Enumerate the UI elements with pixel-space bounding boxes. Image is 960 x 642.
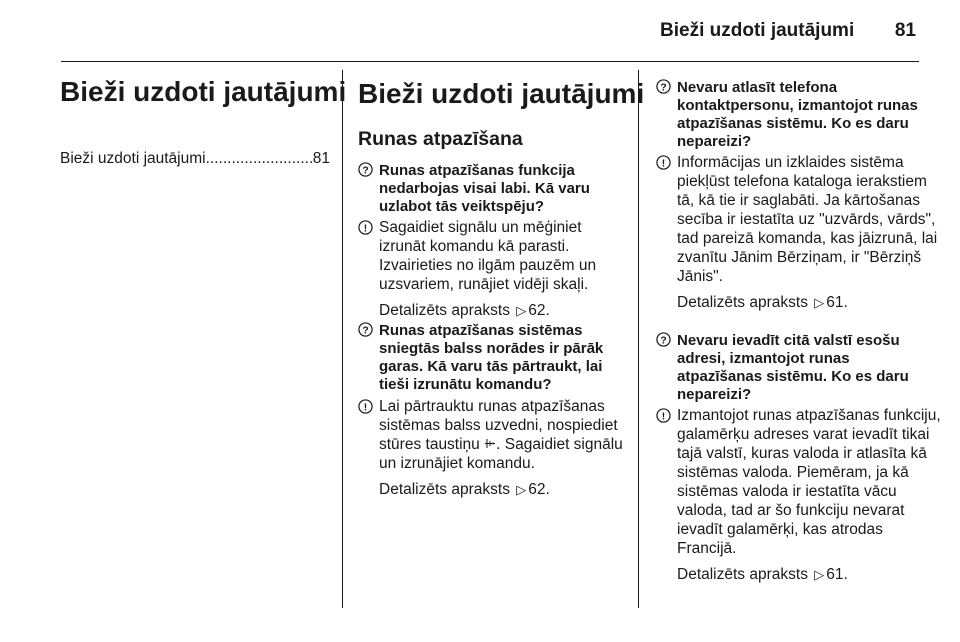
faq-answer-part: . Sagaidiet signālu un izrunājiet komandu. [379,436,623,472]
exclamation-circle-icon [656,155,671,170]
reference-arrow-icon: ▷ [814,295,825,310]
exclamation-circle-icon [358,399,373,414]
reference-arrow-icon: ▷ [516,303,527,318]
reference-label: Detalizēts apraksts [677,566,808,583]
question-circle-icon [358,322,373,337]
faq-answer-text: Sagaidiet signālu un mēģiniet izrunāt komandu kā parasti. Izvairieties no ilgām pauzēm un uzsvariem, runājiet vidēji skaļi. [379,219,597,293]
faq-question [358,322,629,394]
faq-question-text: Runas atpazīšanas sistēmas sniegtās balss norādes ir pārāk garas. Kā varu tās pārtraukt, lai tieši izrunātu komandu? [379,322,604,393]
faq-answer [656,406,943,584]
faq-question [358,162,629,216]
faq-answer-text: Informācijas un izklaides sistēma piekļūst telefona kataloga ierakstiem tā, kā tie ir saglabāti. Ja kārtošanas secība ir iestatīta uz "uzvārds, vārds", tad pareizā komanda, kas jāizrunā, lai zvanītu Jānim Bērziņam, ir "Bērziņš Jānis". [677,154,938,285]
subsection-heading: Runas atpazīšana [358,128,523,150]
svg-text:?: ? [660,335,667,347]
header-rule [61,61,919,62]
svg-text:!: ! [661,411,666,423]
faq-answer [358,397,633,499]
toc-entry-page: 81 [312,150,330,167]
svg-text:?: ? [362,325,369,337]
reference-page: 61. [826,294,848,311]
detail-reference[interactable] [677,293,943,312]
reference-label: Detalizēts apraksts [379,481,510,498]
svg-text:?: ? [362,165,369,177]
toc-leader-dots [206,150,313,168]
question-circle-icon [358,162,373,177]
toc-heading: Bieži uzdoti jautājumi [60,76,347,107]
reference-page: 62. [528,302,550,319]
section-heading: Bieži uzdoti jautājumi [358,78,645,109]
toc-entry[interactable] [60,150,330,168]
column-divider [638,70,639,608]
svg-text:!: ! [661,158,666,170]
exclamation-circle-icon [656,408,671,423]
faq-question [656,332,923,404]
question-circle-icon [656,332,671,347]
faq-answer [358,218,629,320]
reference-arrow-icon: ▷ [516,482,527,497]
faq-answer-part: Lai pārtrauktu runas atpazīšanas sistēmas balss uzvedni, nospiediet stūres taustiņu [379,398,618,453]
svg-text:!: ! [363,402,368,414]
faq-question-text: Nevaru ievadīt citā valstī esošu adresi, izmantojot runas atpazīšanas sistēmu. Ko es daru nepareizi? [677,332,909,403]
faq-answer-text [379,397,633,473]
reference-page: 62. [528,481,550,498]
reference-arrow-icon: ▷ [814,567,825,582]
toc-entry-label: Bieži uzdoti jautājumi [60,150,206,167]
column-divider [342,70,343,608]
voice-button-icon [484,437,496,450]
question-circle-icon [656,79,671,94]
faq-question [656,79,923,151]
reference-label: Detalizēts apraksts [379,302,510,319]
reference-label: Detalizēts apraksts [677,294,808,311]
svg-text:!: ! [363,223,368,235]
svg-text:?: ? [660,82,667,94]
page-number: 81 [894,20,916,41]
running-header-title: Bieži uzdoti jautājumi [660,20,855,41]
faq-answer-text: Izmantojot runas atpazīšanas funkciju, galamērķu adreses varat ievadīt tikai tajā valstī, kuras valoda ir atlasīta kā sistēmas valoda. Piemēram, ja kā sistēmas valoda ir iestatīta vācu valoda, tad ar šo funkciju nevarat ievadīt galamērķi, kas atrodas Francijā. [677,407,941,557]
detail-reference[interactable] [379,301,629,320]
faq-question-text: Runas atpazīšanas funkcija nedarbojas visai labi. Kā varu uzlabot tās veiktspēju? [379,162,590,215]
detail-reference[interactable] [379,480,633,499]
reference-page: 61. [826,566,848,583]
detail-reference[interactable] [677,565,943,584]
exclamation-circle-icon [358,220,373,235]
faq-question-text: Nevaru atlasīt telefona kontaktpersonu, izmantojot runas atpazīšanas sistēmu. Ko es daru nepareizi? [677,79,918,150]
faq-answer [656,153,943,312]
